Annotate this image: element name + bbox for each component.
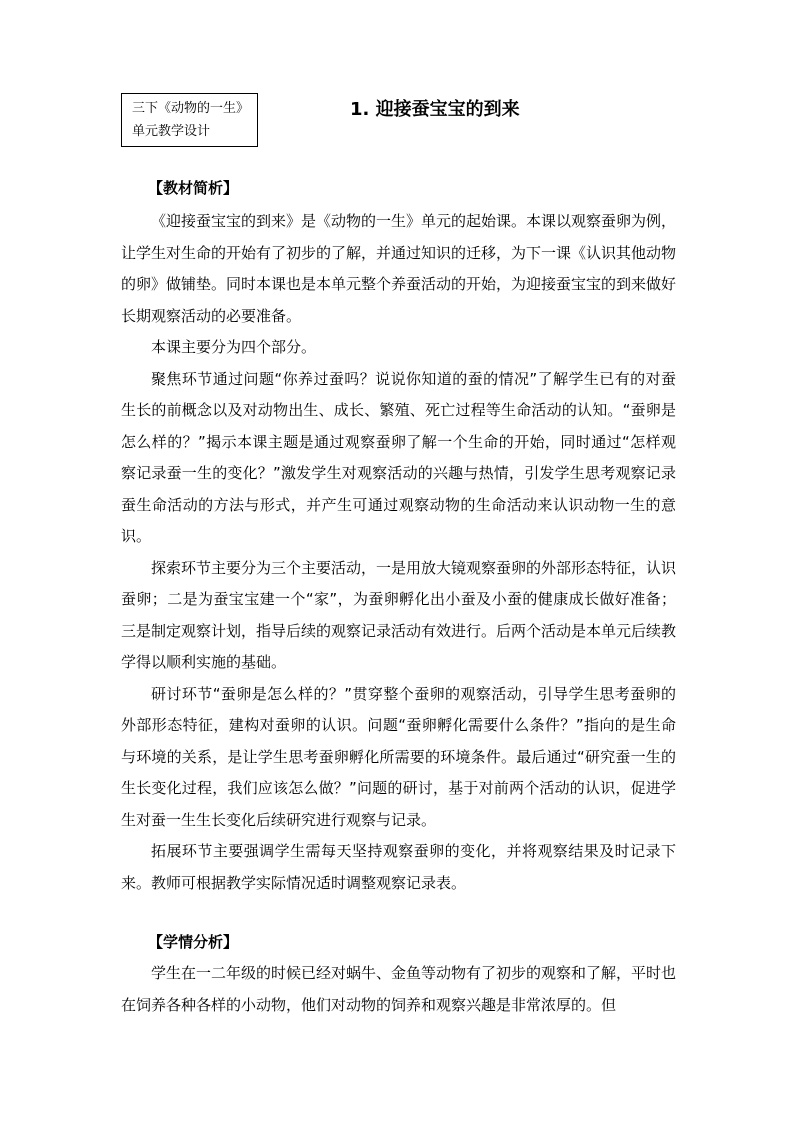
lesson-title: 1. 迎接蚕宝宝的到来: [350, 99, 520, 120]
paragraph: 研讨环节“蚕卵是怎么样的？”贯穿整个蚕卵的观察活动，引导学生思考蚕卵的外部形态特征，建构对蚕卵的认识。问题“蚕卵孵化需要什么条件？”指向的是生命与环境的关系，是让学生思考蚕卵孵化所需要的环境条件。最后通过“研究蚕一生的生长变化过程，我们应该怎么做？”问题的研讨，基于对前两个活动的认识，促进学生对蚕一生生长变化后续研究进行观察与记录。: [121, 684, 676, 829]
paragraph: 探索环节主要分为三个主要活动，一是用放大镜观察蚕卵的外部形态特征，认识蚕卵；二是为蚕宝宝建一个“家”，为蚕卵孵化出小蚕及小蚕的健康成长做好准备；三是制定观察计划，指导后续的观察记录活动有效进行。后两个活动是本单元后续教学得以顺利实施的基础。: [121, 558, 677, 671]
section-heading-textbook-analysis: 【教材简析】: [148, 179, 239, 197]
section-body-learner-analysis: [121, 958, 676, 1021]
section-body-textbook-analysis: [121, 206, 676, 899]
paragraph: 聚焦环节通过问题“你养过蚕吗？说说你知道的蚕的情况”了解学生已有的对蚕生长的前概念以及对动物出生、成长、繁殖、死亡过程等生命活动的认知。“蚕卵是怎么样的？”揭示本课主题是通过观察蚕卵了解一个生命的开始，同时通过“怎样观察记录蚕一生的变化？”激发学生对观察活动的兴趣与热情，引发学生思考观察记录蚕生命活动的方法与形式，并产生可通过观察动物的生命活动来认识动物一生的意识。: [121, 369, 676, 545]
unit-label-box: [121, 93, 258, 147]
paragraph: 拓展环节主要强调学生需每天坚持观察蚕卵的变化，并将观察结果及时记录下来。教师可根据教学实际情况适时调整观察记录表。: [121, 842, 676, 892]
paragraph: 《迎接蚕宝宝的到来》是《动物的一生》单元的起始课。本课以观察蚕卵为例，让学生对生命的开始有了初步的了解，并通过知识的迁移，为下一课《认识其他动物的卵》做铺垫。同时本课也是本单元整个养蚕活动的开始，为迎接蚕宝宝的到来做好长期观察活动的必要准备。: [121, 212, 677, 325]
unit-subtitle: 单元教学设计: [132, 124, 211, 139]
unit-name: 三下《动物的一生》: [132, 101, 250, 116]
paragraph: 本课主要分为四个部分。: [151, 338, 317, 356]
paragraph: 学生在一二年级的时候已经对蜗牛、金鱼等动物有了初步的观察和了解，平时也在饲养各种各样的小动物，他们对动物的饲养和观察兴趣是非常浓厚的。但: [121, 964, 677, 1014]
section-heading-learner-analysis: 【学情分析】: [148, 933, 239, 951]
